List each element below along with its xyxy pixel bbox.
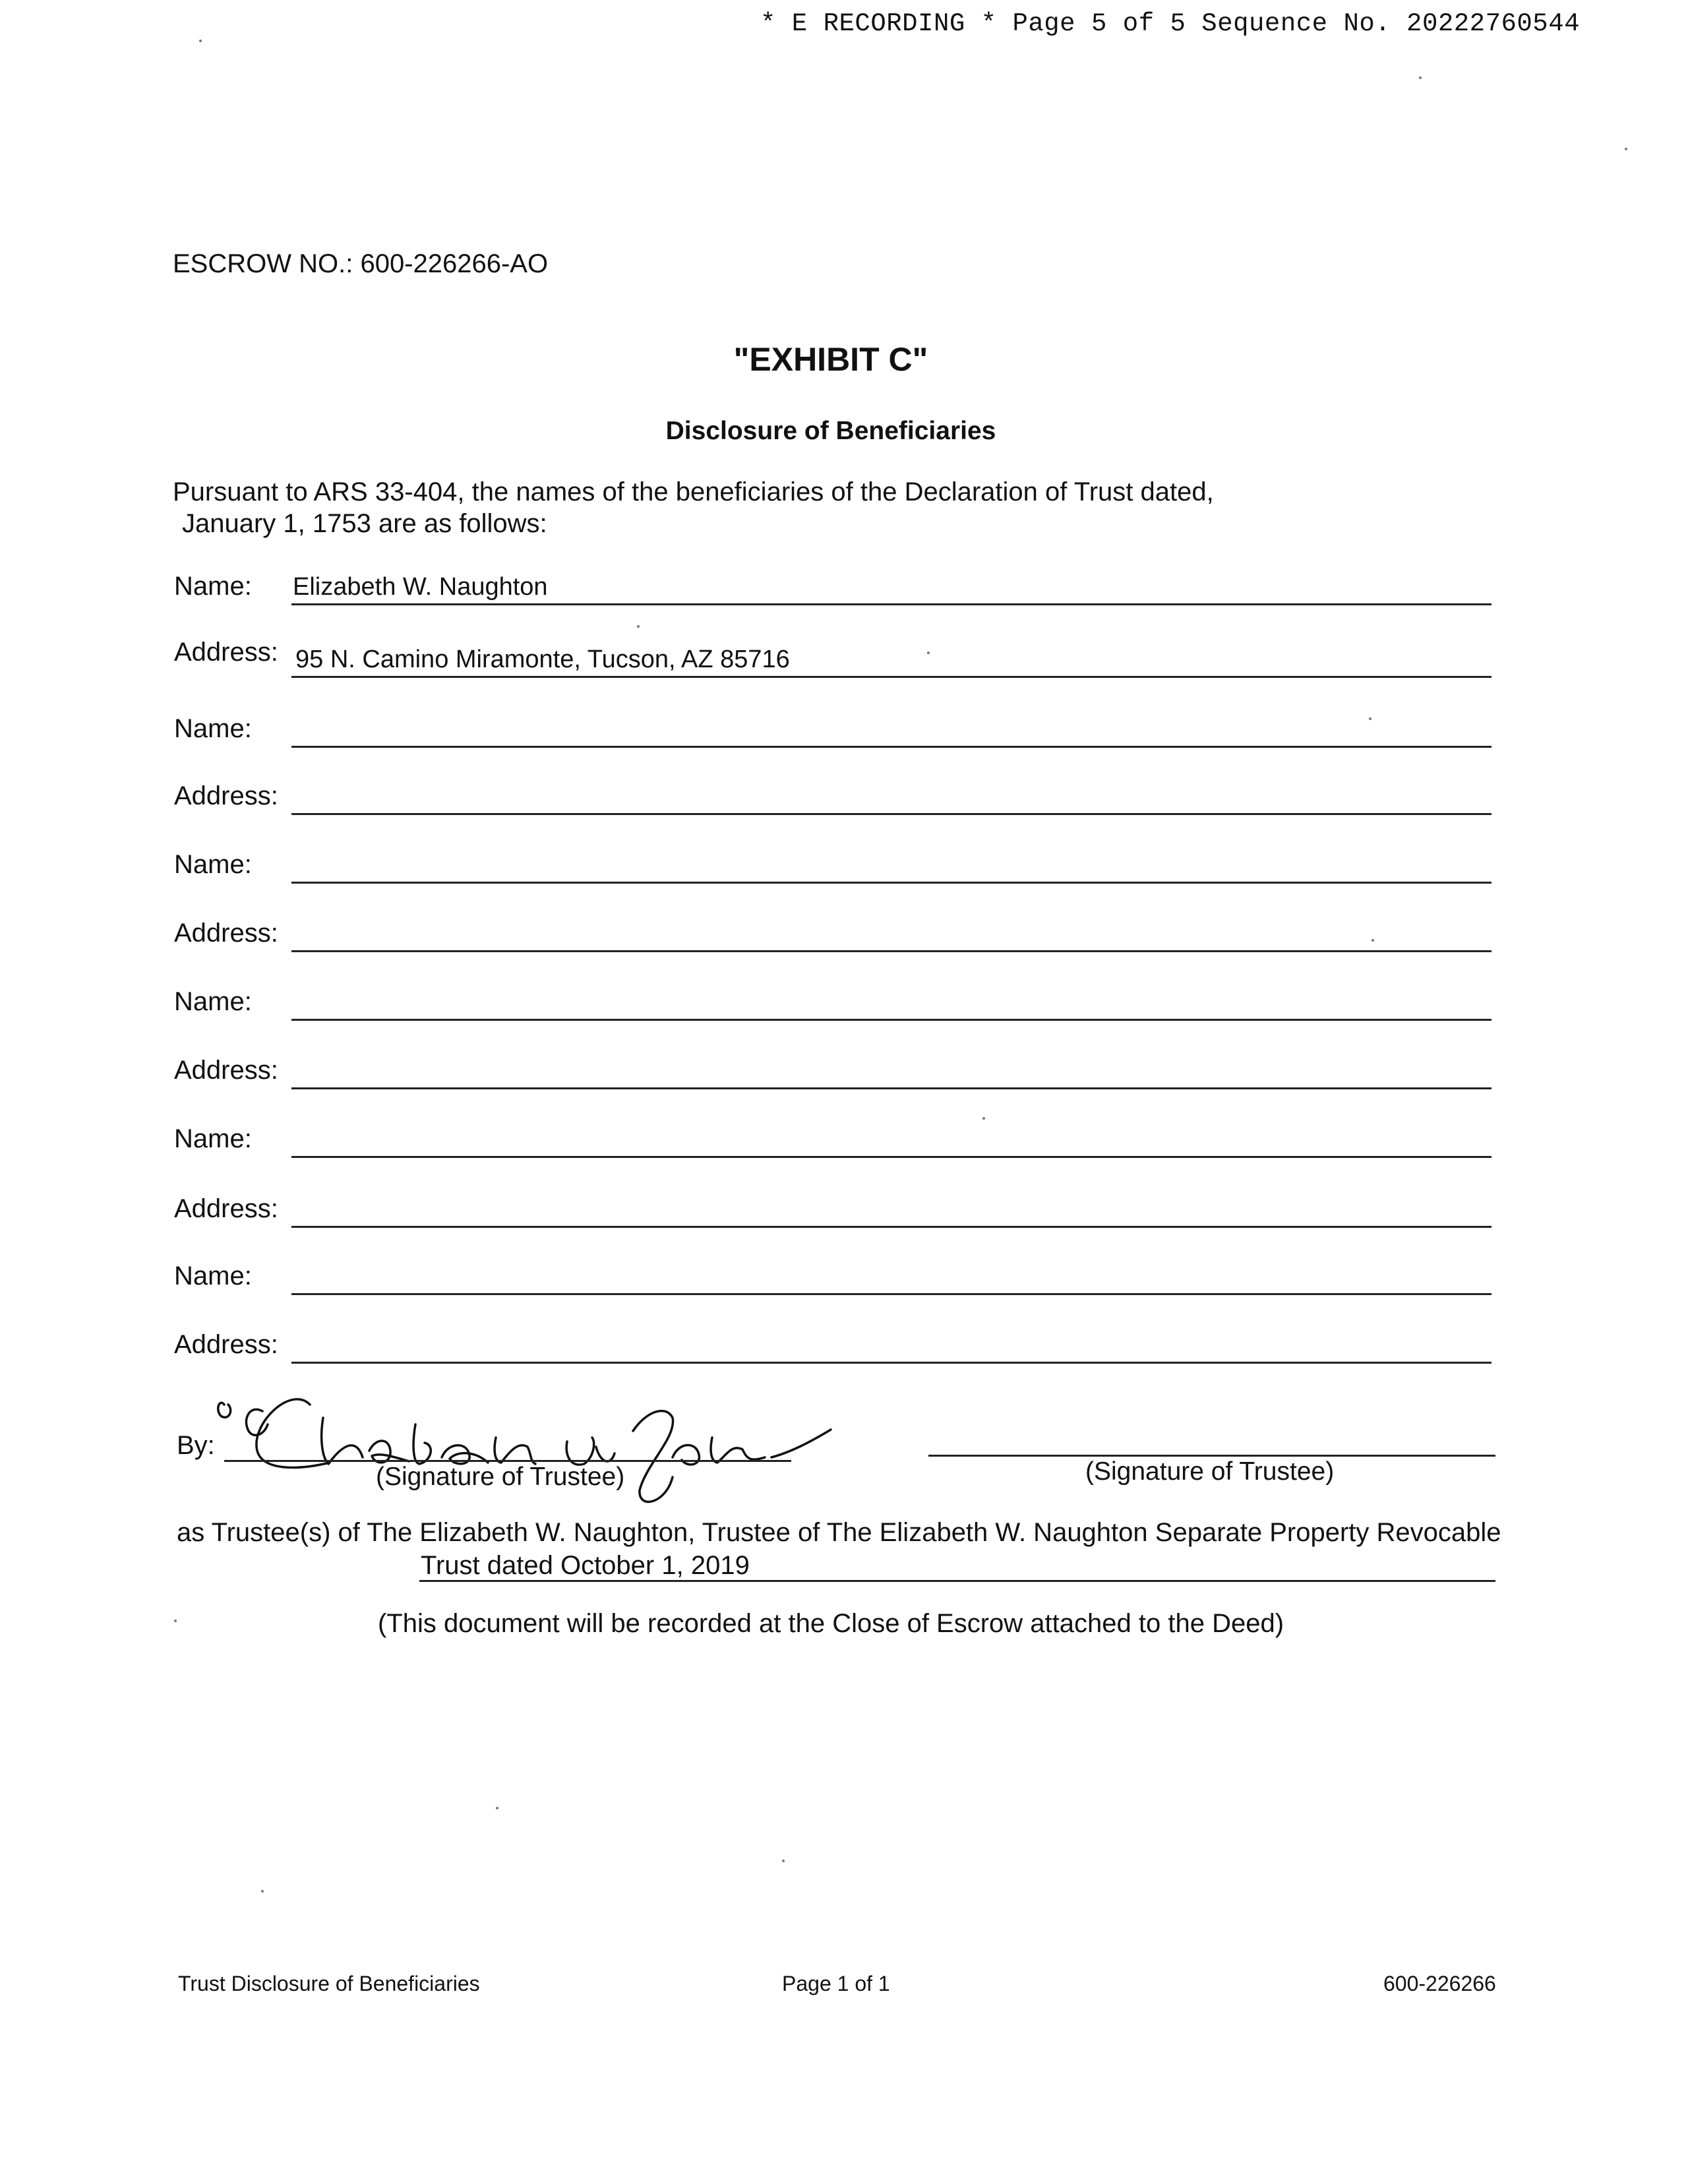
beneficiary-6-name-row [173,1258,1492,1295]
trustee-statement-line-1: as Trustee(s) of The Elizabeth W. Naughton, Trustee of The Elizabeth W. Naughton Separate Property Revocable [177,1518,1501,1547]
name-label: Name: [174,850,252,879]
scan-speck [1372,939,1374,942]
scan-speck [782,1860,785,1862]
beneficiary-6-address-row [173,1327,1492,1364]
trustee-statement-underline [419,1580,1495,1582]
beneficiary-5-address-row [173,1191,1492,1228]
beneficiary-4-name-row [173,984,1492,1021]
signature-caption-2: (Signature of Trustee) [1085,1457,1335,1486]
name-underline [291,1156,1492,1158]
name-underline [291,746,1492,748]
address-underline [291,950,1492,952]
name-label: Name: [174,1124,252,1153]
name-underline [291,1293,1492,1295]
exhibit-title: "EXHIBIT C" [733,341,928,378]
recording-note: (This document will be recorded at the Close of Escrow attached to the Deed) [377,1609,1284,1638]
scan-speck [927,652,930,654]
address-underline [291,676,1492,678]
beneficiary-1-name-row [173,568,1492,605]
address-label: Address: [174,638,278,667]
footer-escrow-number: 600-226266 [1383,1972,1496,1995]
address-underline [291,1226,1492,1228]
name-underline [291,603,1492,605]
trustee-statement-line-2: Trust dated October 1, 2019 [421,1551,750,1580]
scan-speck [1419,76,1422,79]
beneficiary-address-value: 95 N. Camino Miramonte, Tucson, AZ 85716 [295,646,790,673]
address-label: Address: [174,1056,278,1085]
address-underline [291,1087,1492,1089]
trustee-signature-line-1 [224,1460,791,1462]
name-label: Name: [174,714,252,743]
scan-speck [496,1807,498,1809]
name-label: Name: [174,987,252,1016]
intro-paragraph [173,476,1426,539]
beneficiary-1-address-row [173,638,1492,678]
footer-document-title: Trust Disclosure of Beneficiaries [178,1972,480,1995]
beneficiary-name-value: Elizabeth W. Naughton [293,573,548,601]
scan-speck [637,625,640,628]
signature-caption-1: (Signature of Trustee) [376,1463,625,1491]
scan-speck [174,1620,177,1622]
escrow-number: ESCROW NO.: 600-226266-AO [173,249,549,278]
scan-speck [1369,717,1372,720]
scan-speck [1625,148,1627,150]
scan-speck [982,1117,985,1120]
document-subtitle: Disclosure of Beneficiaries [665,417,996,445]
scan-speck [199,40,202,42]
beneficiary-2-name-row [173,711,1492,748]
address-label: Address: [174,1330,278,1359]
address-underline [291,1362,1492,1364]
address-underline [291,813,1492,815]
name-underline [291,882,1492,884]
beneficiary-4-address-row [173,1052,1492,1089]
by-label: By: [177,1431,215,1460]
address-label: Address: [174,919,278,948]
beneficiary-2-address-row [173,778,1492,815]
recording-header: * E RECORDING * Page 5 of 5 Sequence No. 20222760544 [760,9,1580,38]
beneficiary-5-name-row [173,1121,1492,1158]
address-label: Address: [174,781,278,810]
name-underline [291,1019,1492,1021]
address-label: Address: [174,1194,278,1223]
name-label: Name: [174,572,252,601]
intro-line-1: Pursuant to ARS 33-404, the names of the beneficiaries of the Declaration of Trust dated, [173,477,1214,506]
trustee-signature-line-2 [928,1455,1495,1457]
beneficiary-3-name-row [173,847,1492,884]
intro-line-2: January 1, 1753 are as follows: [182,509,547,538]
name-label: Name: [174,1261,252,1290]
scan-speck [261,1890,264,1893]
beneficiary-3-address-row [173,915,1492,952]
footer-page-number: Page 1 of 1 [782,1972,890,1995]
